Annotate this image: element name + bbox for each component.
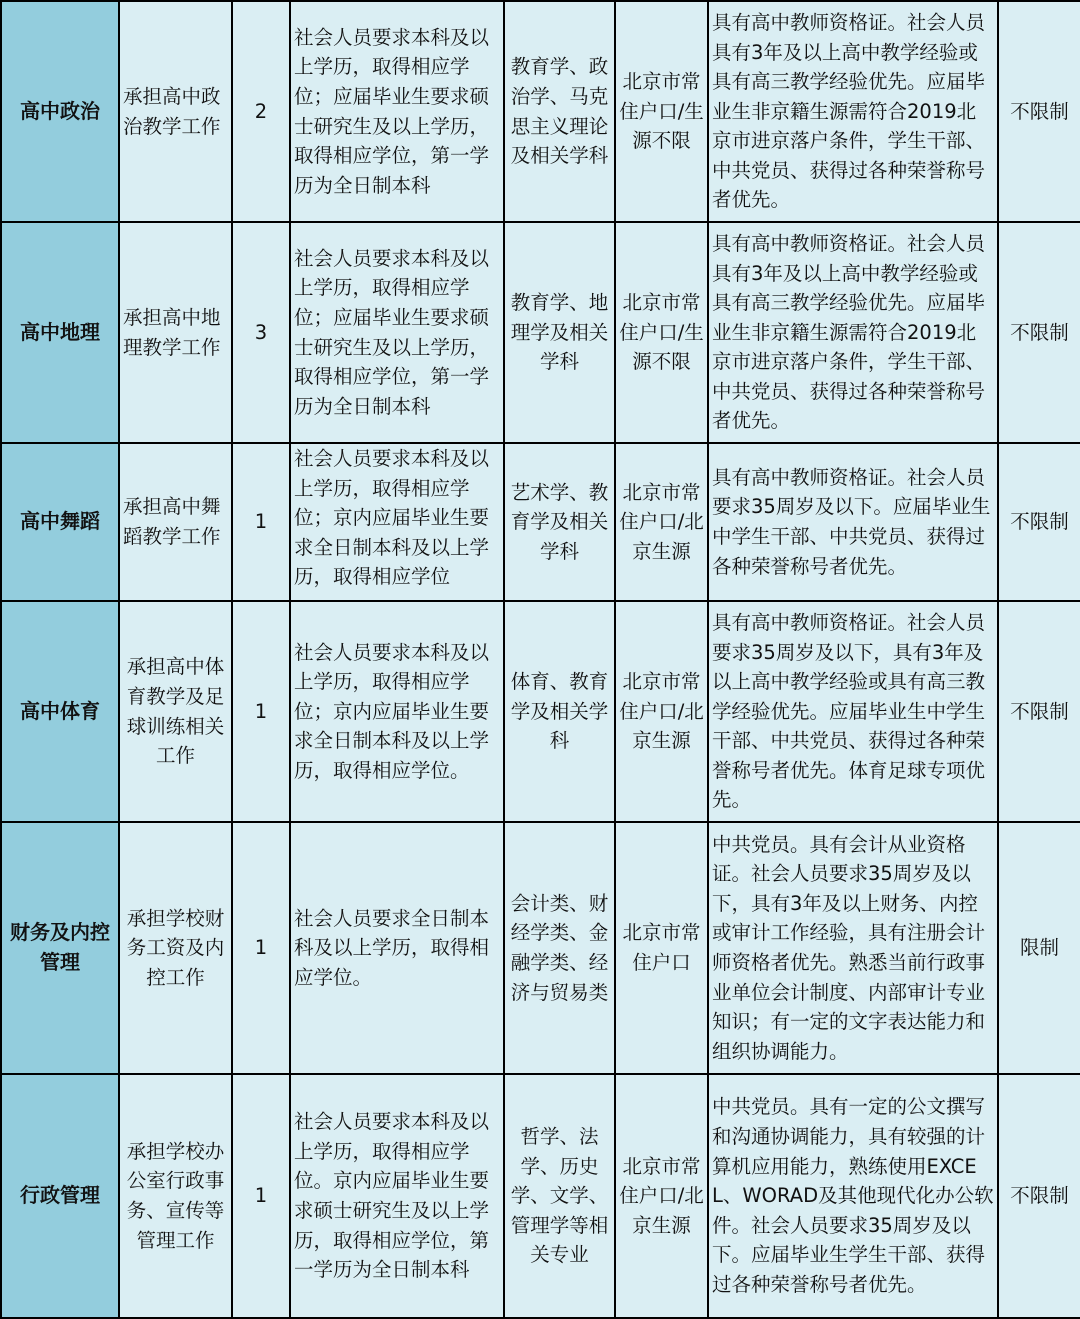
- other-requirements-cell: 具有高中教师资格证。社会人员具有3年及以上高中教学经验或具有高三教学经验优先。应届毕业生非京籍生源需符合2019北京市进京落户条件，学生干部、中共党员、获得过各种荣誉称号者优先。: [708, 1, 998, 222]
- position-cell: 行政管理: [1, 1074, 119, 1318]
- restriction-cell: 限制: [998, 822, 1080, 1074]
- other-requirements-cell: 具有高中教师资格证。社会人员具有3年及以上高中教学经验或具有高三教学经验优先。应届毕业生非京籍生源需符合2019北京市进京落户条件，学生干部、中共党员、获得过各种荣誉称号者优先。: [708, 222, 998, 443]
- other-requirements-cell: 中共党员。具有一定的公文撰写和沟通协调能力，具有较强的计算机应用能力，熟练使用EXCEL、WORAD及其他现代化办公软件。社会人员要求35周岁及以下。应届毕业生学生干部、获得过各种荣誉称号者优先。: [708, 1074, 998, 1318]
- restriction-cell: 不限制: [998, 222, 1080, 443]
- restriction-cell: 不限制: [998, 601, 1080, 822]
- major-cell: 哲学、法学、历史学、文学、管理学等相关专业: [504, 1074, 615, 1318]
- education-cell: 社会人员要求本科及以上学历，取得相应学位；应届毕业生要求硕士研究生及以上学历，取得相应学位，第一学历为全日制本科: [290, 222, 504, 443]
- duty-cell: 承担高中舞蹈教学工作: [119, 443, 232, 601]
- restriction-cell: 不限制: [998, 1, 1080, 222]
- count-cell: 1: [232, 601, 290, 822]
- education-cell: 社会人员要求本科及以上学历，取得相应学位。京内应届毕业生要求硕士研究生及以上学历，取得相应学位，第一学历为全日制本科: [290, 1074, 504, 1318]
- duty-cell: 承担高中体育教学及足球训练相关工作: [119, 601, 232, 822]
- education-cell: 社会人员要求本科及以上学历，取得相应学位；京内应届毕业生要求全日制本科及以上学历，取得相应学位。: [290, 601, 504, 822]
- count-cell: 3: [232, 222, 290, 443]
- count-cell: 1: [232, 1074, 290, 1318]
- position-cell: 高中政治: [1, 1, 119, 222]
- count-cell: 1: [232, 822, 290, 1074]
- position-cell: 财务及内控管理: [1, 822, 119, 1074]
- count-cell: 2: [232, 1, 290, 222]
- restriction-cell: 不限制: [998, 1074, 1080, 1318]
- major-cell: 教育学、政治学、马克思主义理论及相关学科: [504, 1, 615, 222]
- table-row: [1, 222, 1080, 443]
- other-requirements-cell: 具有高中教师资格证。社会人员要求35周岁及以下。应届毕业生中学生干部、中共党员、获得过各种荣誉称号者优先。: [708, 443, 998, 601]
- table-row: [1, 443, 1080, 601]
- table-row: [1, 1074, 1080, 1318]
- education-cell: [290, 443, 504, 601]
- major-cell: 会计类、财经学类、金融学类、经济与贸易类: [504, 822, 615, 1074]
- table-row: [1, 601, 1080, 822]
- residence-cell: 北京市常住户口/北京生源: [615, 1074, 708, 1318]
- duty-cell: 承担学校财务工资及内控工作: [119, 822, 232, 1074]
- table-row: [1, 1, 1080, 222]
- residence-cell: 北京市常住户口: [615, 822, 708, 1074]
- major-cell: 体育、教育学及相关学科: [504, 601, 615, 822]
- other-requirements-cell: 具有高中教师资格证。社会人员要求35周岁及以下，具有3年及以上高中教学经验或具有高三教学经验优先。应届毕业生中学生干部、中共党员、获得过各种荣誉称号者优先。体育足球专项优先。: [708, 601, 998, 822]
- position-cell: 高中地理: [1, 222, 119, 443]
- position-cell: 高中舞蹈: [1, 443, 119, 601]
- education-cell: 社会人员要求本科及以上学历，取得相应学位；应届毕业生要求硕士研究生及以上学历，取得相应学位，第一学历为全日制本科: [290, 1, 504, 222]
- table-row: [1, 822, 1080, 1074]
- education-text: 社会人员要求本科及以上学历，取得相应学位；京内应届毕业生要求全日制本科及以上学历，取得相应学位: [294, 447, 490, 589]
- residence-cell: 北京市常住户口/北京生源: [615, 601, 708, 822]
- duty-cell: 承担高中地理教学工作: [119, 222, 232, 443]
- position-cell: 高中体育: [1, 601, 119, 822]
- count-cell: 1: [232, 443, 290, 601]
- duty-cell: 承担高中政治教学工作: [119, 1, 232, 222]
- residence-cell: 北京市常住户口/北京生源: [615, 443, 708, 601]
- other-requirements-cell: 中共党员。具有会计从业资格证。社会人员要求35周岁及以下，具有3年及以上财务、内控或审计工作经验，具有注册会计师资格者优先。熟悉当前行政事业单位会计制度、内部审计专业知识；有一定的文字表达能力和组织协调能力。: [708, 822, 998, 1074]
- major-cell: 艺术学、教育学及相关学科: [504, 443, 615, 601]
- residence-cell: 北京市常住户口/生源不限: [615, 1, 708, 222]
- duty-cell: 承担学校办公室行政事务、宣传等管理工作: [119, 1074, 232, 1318]
- major-cell: 教育学、地理学及相关学科: [504, 222, 615, 443]
- education-cell: 社会人员要求全日制本科及以上学历，取得相应学位。: [290, 822, 504, 1074]
- restriction-cell: 不限制: [998, 443, 1080, 601]
- residence-cell: 北京市常住户口/生源不限: [615, 222, 708, 443]
